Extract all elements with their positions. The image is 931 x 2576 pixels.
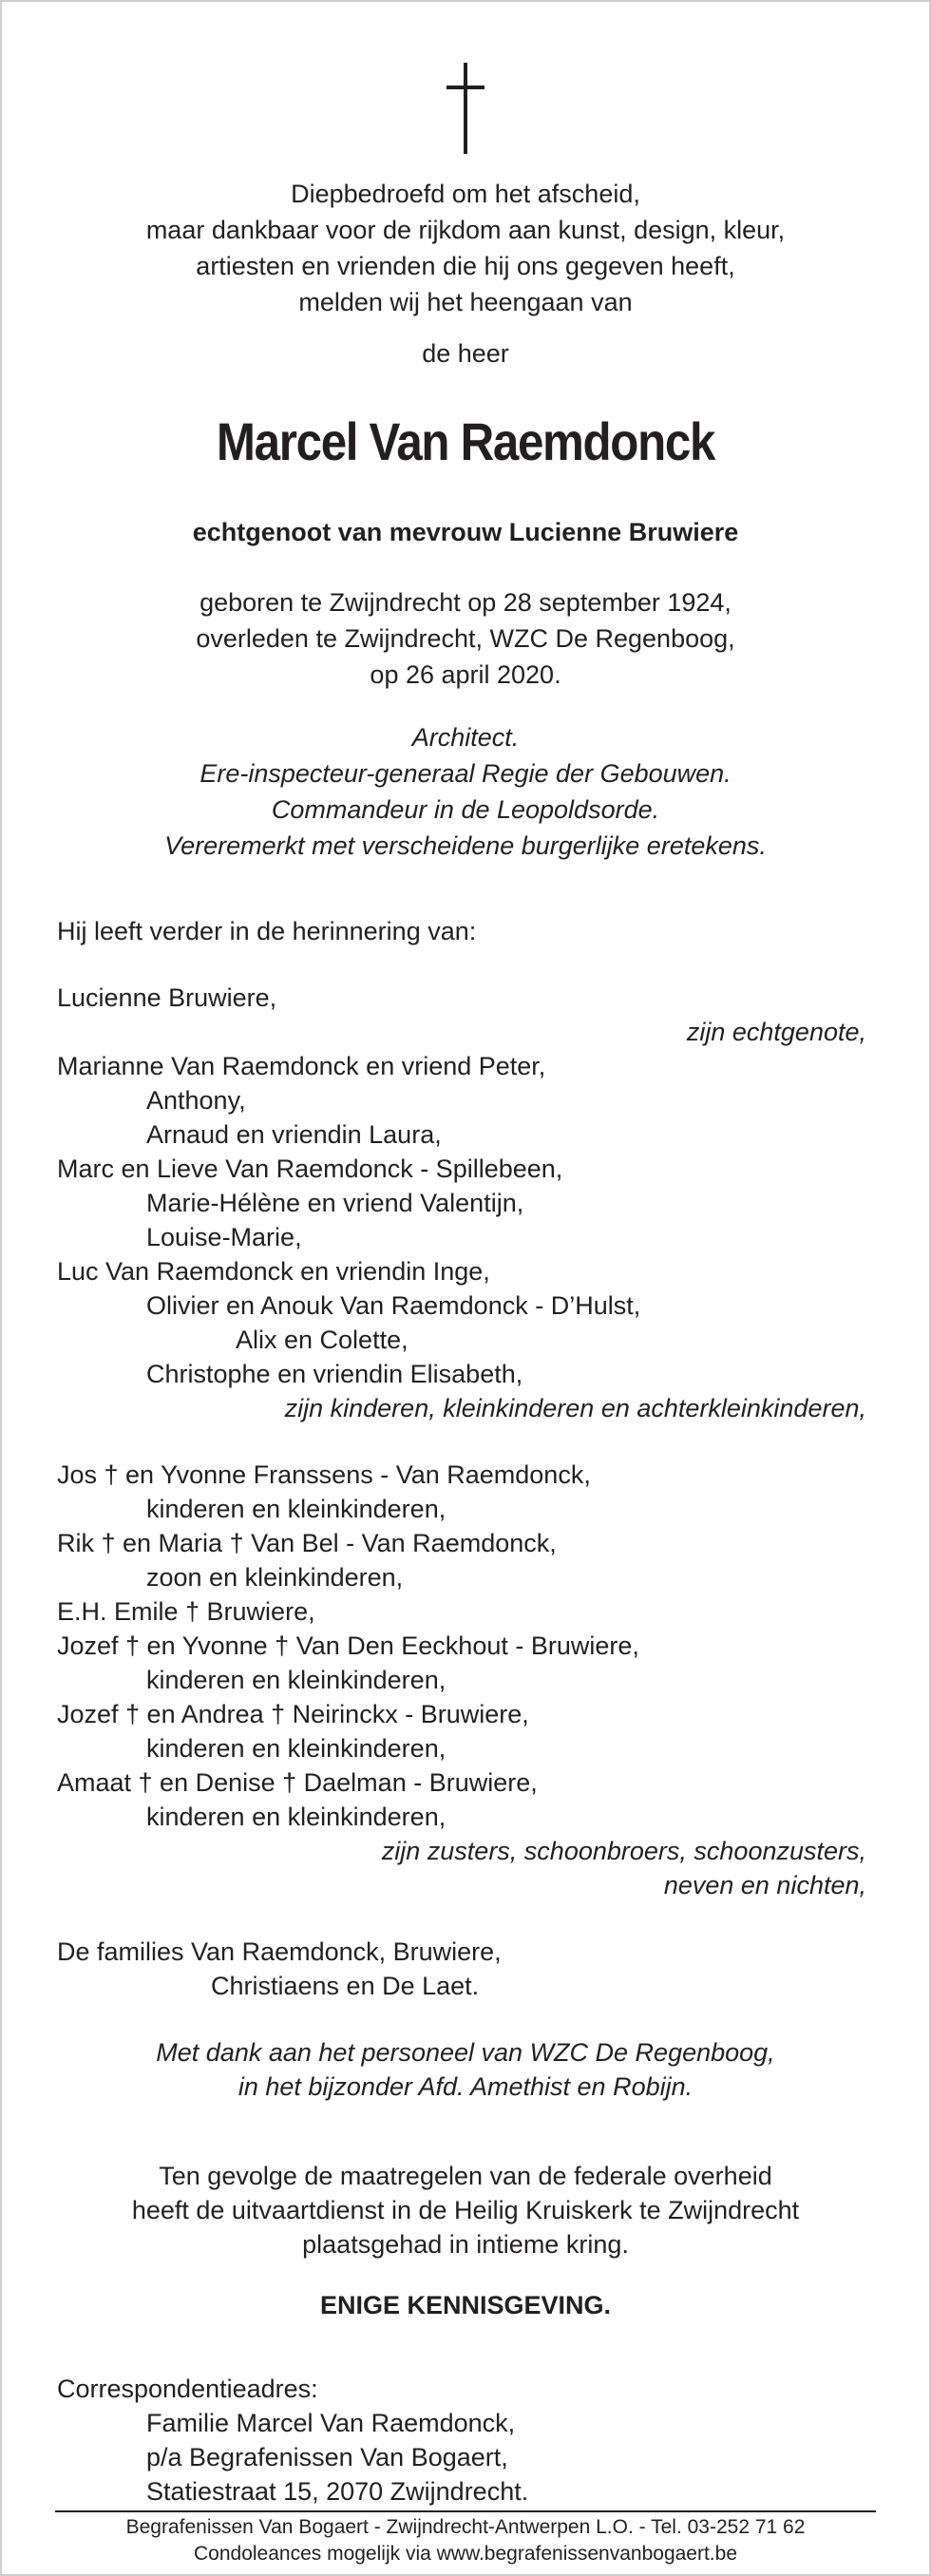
family-line: Arnaud en vriendin Laura, <box>146 1120 442 1149</box>
family-line: Jos † en Yvonne Franssens - Van Raemdonck, <box>57 1460 591 1489</box>
family-line: Christophe en vriendin Elisabeth, <box>146 1360 523 1388</box>
family-line: Marianne Van Raemdonck en vriend Peter, <box>57 1052 546 1080</box>
family-line: Louise-Marie, <box>146 1223 302 1251</box>
children-role: zijn kinderen, kleinkinderen en achterkleinkinderen, <box>284 1394 866 1422</box>
family-line: kinderen en kleinkinderen, <box>146 1734 446 1763</box>
family-line: kinderen en kleinkinderen, <box>146 1495 446 1523</box>
family-line: Olivier en Anouk Van Raemdonck - D’Hulst, <box>146 1291 641 1320</box>
family-line: kinderen en kleinkinderen, <box>146 1803 446 1831</box>
service-line: Ten gevolge de maatregelen van de federale overheid <box>159 2162 772 2190</box>
correspondence-line: Familie Marcel Van Raemdonck, <box>146 2409 516 2437</box>
title-line: Ere-inspecteur-generaal Regie der Gebouwen. <box>200 759 732 788</box>
family-line: E.H. Emile † Bruwiere, <box>57 1597 315 1626</box>
honorific: de heer <box>422 339 509 368</box>
spouse-name: Lucienne Bruwiere, <box>57 983 277 1012</box>
deceased-name: Marcel Van Raemdonck <box>216 411 715 471</box>
family-line: Alix en Colette, <box>236 1326 408 1354</box>
family-line: zoon en kleinkinderen, <box>146 1563 404 1592</box>
thanks-line: in het bijzonder Afd. Amethist en Robijn. <box>238 2072 694 2101</box>
intro-line: Diepbedroefd om het afscheid, <box>291 180 640 208</box>
family-line: Luc Van Raemdonck en vriendin Inge, <box>57 1257 490 1286</box>
date-line: geboren te Zwijndrecht op 28 september 1924, <box>200 588 732 617</box>
siblings-role: zijn zusters, schoonbroers, schoonzusters, <box>381 1837 866 1865</box>
notice: ENIGE KENNISGEVING. <box>319 2291 612 2319</box>
family-line: Marie-Hélène en vriend Valentijn, <box>146 1189 524 1217</box>
date-line: op 26 april 2020. <box>370 660 561 689</box>
correspondence-line: p/a Begrafenissen Van Bogaert, <box>146 2443 508 2471</box>
families-line: Christiaens en De Laet. <box>211 1972 480 2000</box>
title-line: Architect. <box>411 723 520 752</box>
family-line: Anthony, <box>146 1086 246 1115</box>
family-line: Amaat † en Denise † Daelman - Bruwiere, <box>57 1768 538 1797</box>
family-line: Marc en Lieve Van Raemdonck - Spillebeen, <box>57 1154 563 1183</box>
intro-line: melden wij het heengaan van <box>298 288 633 316</box>
memory-intro: Hij leeft verder in de herinnering van: <box>57 917 477 945</box>
footer-line: Begrafenissen Van Bogaert - Zwijndrecht-Antwerpen L.O. - Tel. 03-252 71 62 <box>125 2516 806 2538</box>
date-line: overleden te Zwijndrecht, WZC De Regenboog, <box>196 624 735 653</box>
title-line: Commandeur in de Leopoldsorde. <box>271 795 660 824</box>
family-line: Rik † en Maria † Van Bel - Van Raemdonck, <box>57 1529 557 1557</box>
spouse-line: echtgenoot van mevrouw Lucienne Bruwiere <box>192 518 739 546</box>
service-line: plaatsgehad in intieme kring. <box>302 2230 629 2259</box>
families-line: De families Van Raemdonck, Bruwiere, <box>57 1937 502 1966</box>
correspondence-label: Correspondentieadres: <box>57 2375 318 2403</box>
correspondence-line: Statiestraat 15, 2070 Zwijndrecht. <box>146 2477 529 2506</box>
thanks-line: Met dank aan het personeel van WZC De Regenboog, <box>156 2038 775 2067</box>
cross-icon <box>446 63 484 154</box>
siblings-role: neven en nichten, <box>663 1871 866 1899</box>
spouse-role: zijn echtgenote, <box>686 1018 866 1046</box>
service-line: heeft de uitvaartdienst in de Heilig Kruiskerk te Zwijndrecht <box>131 2196 800 2224</box>
intro-line: artiesten en vrienden die hij ons gegeven heeft, <box>196 252 735 280</box>
family-line: kinderen en kleinkinderen, <box>146 1666 446 1694</box>
footer-divider <box>55 2510 876 2512</box>
family-line: Jozef † en Yvonne † Van Den Eeckhout - Bruwiere, <box>57 1631 639 1660</box>
intro-line: maar dankbaar voor de rijkdom aan kunst, design, kleur, <box>145 216 786 244</box>
title-line: Vereremerkt met verscheidene burgerlijke eretekens. <box>164 831 767 860</box>
footer-line: Condoleances mogelijk via www.begrafenissenvanbogaert.be <box>193 2543 737 2565</box>
family-line: Jozef † en Andrea † Neirinckx - Bruwiere, <box>57 1700 529 1728</box>
